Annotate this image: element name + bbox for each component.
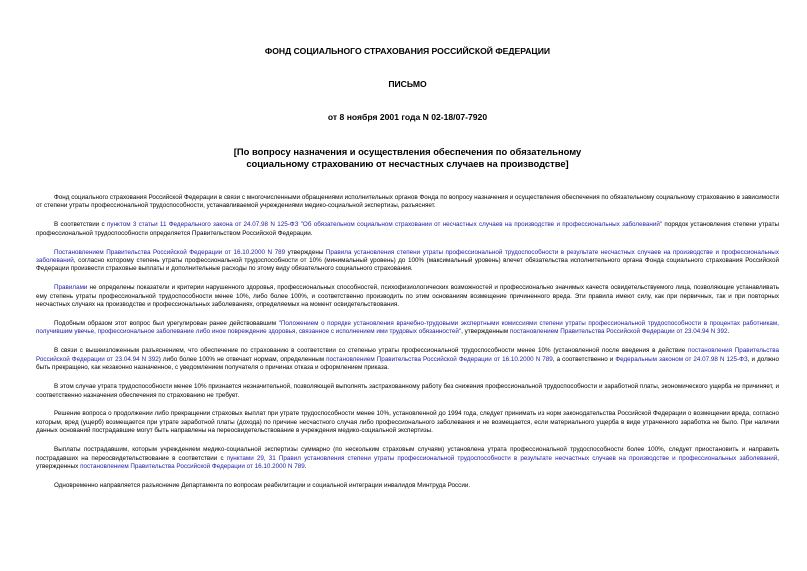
paragraph-text: В этом случае утрата трудоспособности менее 10% признается незначительной, позволяющей выполнять застрахованному работу без снижения профессиональной трудоспособности и заработной платы, экономического ущерба не причиняет, и соответственно назначения обеспечения по страхованию не требует.	[36, 383, 779, 399]
paragraph-text: Подобным образом этот вопрос был урегулирован ранее действовавшим	[54, 320, 279, 328]
paragraph-text: порядок установления степени утраты профессиональной трудоспособности определяется Правительством Российской Федерации.	[36, 221, 779, 237]
paragraph-text: , согласно которому степень утраты профессиональной трудоспособности от 10% (минимальный уровень) до 100% (максимальный уровень) влечет обязательства исполнительного органа Фонда социального страхования Российской Федерации произвести страховые выплаты и дополнительные расходы по этому виду обязательного социального страхования.	[36, 257, 779, 273]
legal-reference-link[interactable]: пунктами 29, 31 Правил установления степени утраты профессиональной трудоспособности в результате несчастных случаев на производстве и профессиональных заболеваний	[226, 454, 778, 462]
paragraph-text: В соответствии с	[54, 221, 108, 229]
paragraph-text: , утвержденным	[461, 328, 510, 336]
paragraph-text: утверждены	[285, 248, 326, 256]
paragraph	[36, 383, 779, 400]
paragraph-text: .	[304, 462, 307, 470]
paragraph-text: Выплаты пострадавшим, которым учреждением медико-социальной экспертизы суммарно (по нескольким страховым случаям) установлена утрата профессиональной трудоспособности более 100%, следует приостановить и направить пострадавших на переосвидетельствование в соответствии с	[36, 446, 779, 462]
paragraph-text: , утвержденных	[36, 454, 779, 470]
paragraph	[36, 482, 779, 490]
legal-reference-link[interactable]: постановлением Правительства Российской Федерации от 16.10.2000 N 789	[326, 355, 553, 363]
paragraph-text: В связи с вышеизложенным разъяснением, что обеспечение по страхованию в соответствии со степенью утраты профессиональной трудоспособности менее 10% (установленной после введения в действие	[54, 347, 688, 355]
paragraph-text: не определены показатели и критерии нарушенного здоровья, профессиональных способностей, психофизиологических возможностей и профессионально значимых качеств освидетельствуемого лица, позволяющие устанавливать ему степень утраты профессиональной трудоспособности менее 10%, либо более 100%, и соответственно производить по этим основаниям возмещение причиненного вреда. Эти правила имеют силу, как при первичных, так и при повторных несчастных случаях на производстве и профессиональных заболеваниях, определяемых на момент освидетельствования.	[36, 284, 779, 309]
paragraph-text: Фонд социального страхования Российской Федерации в связи с многочисленными обращениями исполнительных органов Фонда по вопросу назначения и осуществления обеспечения по обязательному социальному страхованию в зависимости от степени утраты профессиональной трудоспособности, устанавливаемой учреждениями медико-социальной экспертизы, разъясняет.	[36, 194, 779, 210]
paragraph	[36, 249, 779, 274]
document-body	[36, 194, 779, 490]
legal-reference-link[interactable]: постановлением Правительства Российской Федерации от 23.04.94 N 392	[509, 328, 728, 336]
legal-reference-link[interactable]: Правилами	[54, 284, 88, 292]
paragraph-text: .	[727, 328, 730, 336]
paragraph-text: ) либо более 100% не отвечает нормам, определенным	[158, 355, 327, 363]
issuing-organization: ФОНД СОЦИАЛЬНОГО СТРАХОВАНИЯ РОССИЙСКОЙ ФЕДЕРАЦИИ	[264, 46, 551, 56]
legal-reference-link[interactable]: Постановлением Правительства Российской Федерации от 16.10.2000 N 789	[54, 248, 286, 256]
paragraph-text: Одновременно направляется разъяснение Департамента по вопросам реабилитации и социальной интеграции инвалидов Минтруда России.	[54, 481, 471, 489]
legal-reference-link[interactable]: постановлением Правительства Российской Федерации от 16.10.2000 N 789	[80, 462, 305, 470]
paragraph	[36, 221, 779, 238]
paragraph	[36, 194, 779, 211]
legal-reference-link[interactable]: Правила установления степени утраты профессиональной трудоспособности в результате несчастных случаев на производстве и профессиональных заболеваний	[36, 248, 779, 265]
document-subject	[36, 146, 779, 170]
paragraph	[36, 284, 779, 309]
paragraph-text: , а соответственно и	[552, 355, 616, 363]
subject-line: [По вопросу назначения и осуществления обеспечения по обязательному	[233, 146, 582, 157]
document-type: ПИСЬМО	[388, 79, 427, 89]
legal-reference-link[interactable]: пунктом 3 статьи 11 Федерального закона от 24.07.98 N 125-ФЗ "Об обязательном социальном страховании от несчастных случаев на производстве и профессиональных заболеваний"	[107, 221, 663, 229]
subject-line: социальному страхованию от несчастных случаев на производстве]	[246, 158, 569, 169]
legal-reference-link[interactable]: "Положением о порядке установления врачебно-трудовыми экспертными комиссиями степени утраты профессиональной трудоспособности в процентах работникам, получившим увечье, профессиональное заболевание либо иное повреждение здоровья, связанное с исполнением ими трудовых обязанностей"	[36, 320, 779, 336]
legal-reference-link[interactable]: постановления Правительства Российской Федерации от 23.04.94 N 392	[36, 347, 779, 363]
legal-reference-link[interactable]: Федеральным законом от 24.07.98 N 125-ФЗ	[615, 355, 748, 363]
paragraph-text: , и должно быть прекращено, как незаконно назначенное, с уведомлением получателя о причинах отказа и оформлением приказа.	[36, 355, 779, 372]
paragraph-text: Решение вопроса о продолжении либо прекращении страховых выплат при утрате трудоспособности менее 10%, установленной до 1994 года, следует принимать из норм законодательства Российской Федерации о возмещении вреда, согласно которым, вред (ущерб) возмещается при утрате заработной платы (дохода) по причине несчастного случая либо профессионального заболевания и не возмещается, если материального ущерба в виде утраченного заработка не было. При наличии данных оснований пострадавшие могут быть направлены на переосвидетельствование в учреждения медико-социальной экспертизы.	[36, 410, 779, 435]
document-date-number: от 8 ноября 2001 года N 02-18/07-7920	[327, 112, 488, 122]
paragraph	[36, 446, 779, 471]
paragraph	[36, 320, 779, 337]
paragraph	[36, 347, 779, 372]
paragraph	[36, 410, 779, 435]
